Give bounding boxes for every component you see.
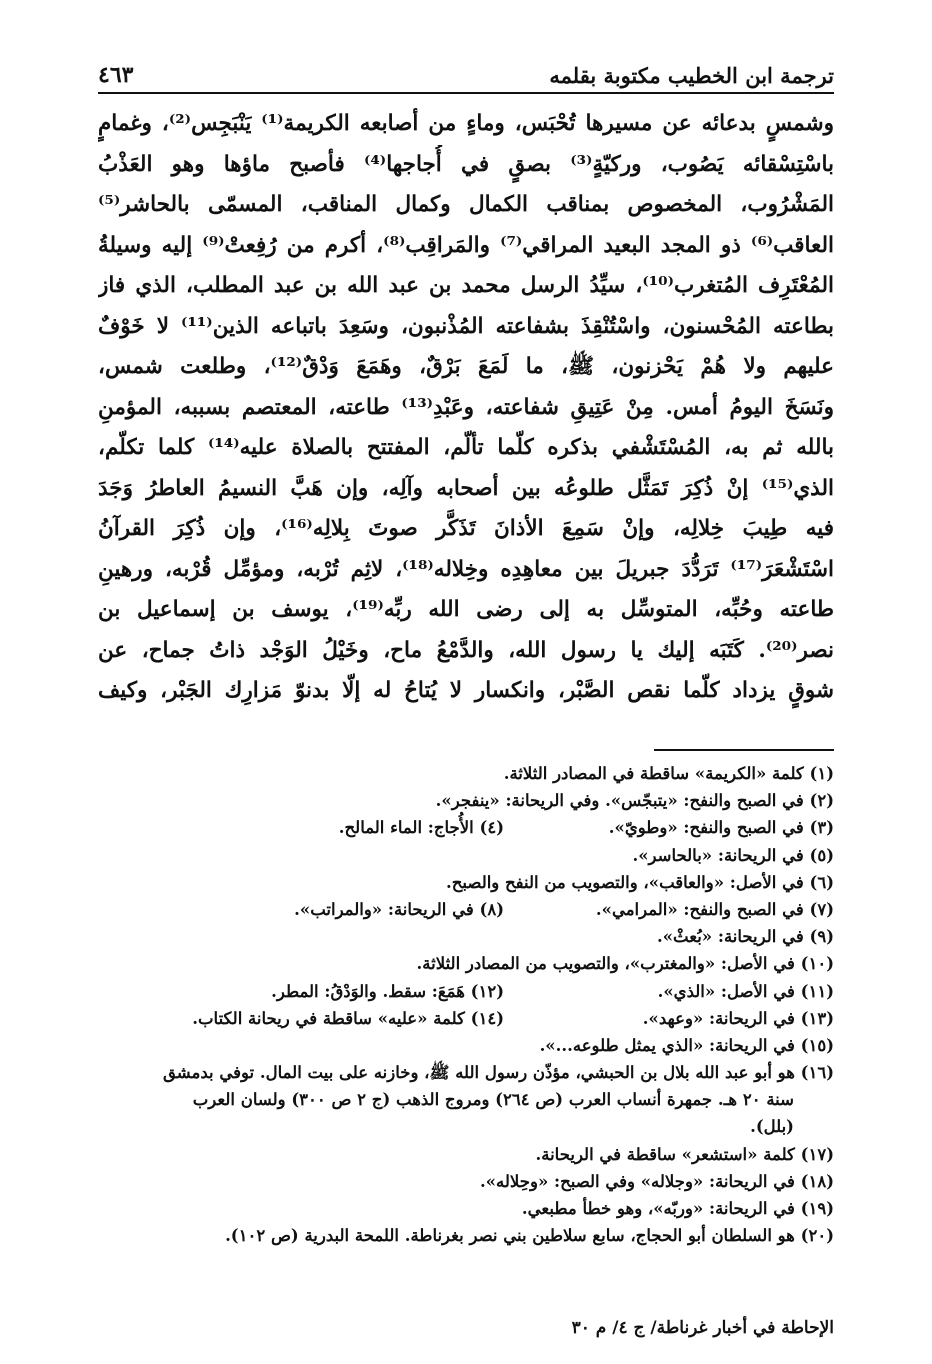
footnote: (١٢) هَمَعَ: سقط. والوَدْقُ: المطر.: [271, 981, 504, 1001]
footnote-row: [98, 1032, 834, 1059]
text-line: المُعْتَرِف المُتغرب⁽¹⁰⁾، سيِّدُ الرسل محمد بن عبد الله بن عبد المطلب، الذي فاز: [98, 273, 834, 298]
footnote-row: [98, 978, 834, 1005]
footnote: (١٩) في الريحانة: «وربّه»، وهو خطأ مطبعي.: [521, 1199, 834, 1218]
text-line: نصر⁽²⁰⁾. كَتَبَه إليك يا رسول الله، والدَّمْعُ ماح، وخَيْلُ الوَجْد ذاتُ جماح، عن: [98, 637, 834, 663]
footnotes: [98, 760, 834, 1249]
text-line: طاعته وحُبِّه، المتوسِّل به إلى رضى الله ربِّه⁽¹⁹⁾، يوسف بن إسماعيل بن: [98, 597, 834, 622]
text-line: فيه طِيبَ خِلالِه، وإنْ سَمِعَ الأذانَ تَذَكَّر صوتَ بِلالِه⁽¹⁶⁾، وإن ذُكِرَ القرآنُ: [98, 516, 834, 541]
footnote: (١٠) في الأصل: «والمغترب»، والتصويب من المصادر الثلاثة.: [416, 954, 834, 974]
footnote-separator: [654, 749, 834, 751]
footnote: (١٧) كلمة «استشعر» ساقطة في الريحانة.: [535, 1144, 834, 1164]
footnote: (٣) في الصبح والنفح: «وطويّ».: [608, 818, 834, 838]
footnote: (٨) في الريحانة: «والمراتب».: [294, 899, 504, 919]
footnote-row: [98, 787, 834, 814]
footnote: (٩) في الريحانة: «بُعثْ».: [656, 927, 834, 947]
footnote-row: [98, 950, 834, 977]
footnote-row: [98, 1059, 834, 1086]
footnote-row: [98, 1168, 834, 1195]
page-header: [98, 52, 834, 94]
text-line: المَشْرُوب، المخصوص بمناقب الكمال وكمال المناقب، المسمّى بالحاشر⁽⁵⁾: [98, 192, 834, 217]
footnote: (٦) في الأصل: «والعاقب»، والتصويب من النفح والصبح.: [446, 872, 834, 892]
text-line: العاقب⁽⁶⁾ ذو المجد البعيد المراقي⁽⁷⁾ والمَراقِب⁽⁸⁾، أكرم من رُفِعتْ⁽⁹⁾ إليه وسيلةُ: [98, 232, 834, 258]
text-line: عليهم ولا هُمْ يَحْزنون، ﷺ، ما لَمَعَ بَرْقٌ، وهَمَعَ وَدْقٌ⁽¹²⁾، وطلعت شمس،: [98, 354, 834, 379]
text-line: بطاعته المُحْسنون، واسْتُنْقِذَ بشفاعته المُذْنبون، وسَعِدَ باتباعه الذين⁽¹¹⁾ لا خَوْفٌ: [98, 313, 834, 339]
footnote: (٧) في الصبح والنفح: «المرامي».: [595, 899, 834, 919]
footnote-row: [98, 1005, 834, 1032]
footnote: (١٨) في الريحانة: «وجلاله» وفي الصبح: «وحِلاله».: [480, 1171, 834, 1191]
footnote-continuation: (بلل).: [750, 1117, 794, 1137]
footnote: (١) كلمة «الكريمة» ساقطة في المصادر الثلاثة.: [503, 764, 834, 783]
text-line: اسْتَشْعَرَ⁽¹⁷⁾ تَرَدُّدَ جبريلَ بين معاهِدِه وخِلاله⁽¹⁸⁾، لاثِم تُرْبه، ومؤمِّل قُرْبه، ورهينِ: [98, 556, 834, 582]
text-line: الذي⁽¹⁵⁾ إنْ ذُكِرَ تَمَثَّل طلوعُه بين أصحابه وآلِه، وإن هَبَّ النسيمُ العاطرُ وَجَدَ: [98, 475, 834, 501]
footnote: (١٥) في الريحانة: «الذي يمثل طلوعه...».: [539, 1035, 834, 1055]
footnote: (٢٠) هو السلطان أبو الحجاج، سابع سلاطين بني نصر بغرناطة. اللمحة البدرية (ص ١٠٢).: [225, 1226, 834, 1246]
footnote-row: [98, 923, 834, 950]
footnote: (٢) في الصبح والنفح: «يتبجّس». وفي الريحانة: «ينفجر».: [435, 791, 834, 811]
footnote: (١٤) كلمة «عليه» ساقطة في ريحانة الكتاب.: [192, 1008, 504, 1028]
footnote-continuation: سنة ٢٠ هـ. جمهرة أنساب العرب (ص ٢٦٤) ومروج الذهب (ج ٢ ص ٣٠٠) ولسان العرب: [192, 1090, 794, 1110]
page-number: ٤٦٣: [98, 62, 134, 88]
footnote-row: [98, 1222, 834, 1249]
footnote-row: [98, 869, 834, 896]
footnote-row: [98, 842, 834, 869]
footnote: (٤) الأُجاج: الماء المالح.: [338, 818, 504, 838]
footnote-row: [98, 814, 834, 841]
text-line: بالله ثم به، المُسْتَشْفي بذكره كلّما تألّم، المفتتح بالصلاة عليه⁽¹⁴⁾ كلما تكلّم،: [98, 435, 834, 460]
footnote-row: [98, 896, 834, 923]
text-line: شوقٍ يزداد كلّما نقص الصَّبْر، وانكسار لا يُتاحُ له إلّا بدنوّ مَزارِك الجَبْر، وكيف: [98, 678, 834, 703]
footnote: (١٣) في الريحانة: «وعهد».: [642, 1008, 834, 1028]
footnote: (١٦) هو أبو عبد الله بلال بن الحبشي، مؤذّن رسول الله ﷺ، وخازنه على بيت المال. توفي بدمشق: [163, 1063, 834, 1083]
footnote: (٥) في الريحانة: «بالحاسر».: [632, 845, 834, 865]
footnote-row: [98, 760, 834, 787]
text-line: ونَسَخَ اليومُ أمس. مِنْ عَتِيقِ شفاعته، وعَبْدِ⁽¹³⁾ طاعته، المعتصم بسببه، المؤمنِ: [98, 394, 834, 420]
text-line: باسْتِسْقائه يَصُوب، وركيّةٍ⁽³⁾ بصقٍ في أُجاجها⁽⁴⁾ فأصبح ماؤها وهو العَذْبُ: [98, 151, 834, 177]
footnote-row: [98, 1195, 834, 1222]
footnote: (١١) في الأصل: «الذي».: [657, 981, 834, 1001]
footnote-row: [98, 1141, 834, 1168]
running-title: ترجمة ابن الخطيب مكتوبة بقلمه: [549, 63, 834, 88]
text-line: وشمسٍ بدعائه عن مسيرها تُحْبَس، وماءٍ من أصابعه الكريمة⁽¹⁾ يَنْبَجِس⁽²⁾، وغمامٍ: [98, 111, 834, 136]
main-text: [98, 104, 834, 712]
page-footer: الإحاطة في أخبار غرناطة/ ج ٤/ م ٣٠: [571, 1318, 834, 1338]
